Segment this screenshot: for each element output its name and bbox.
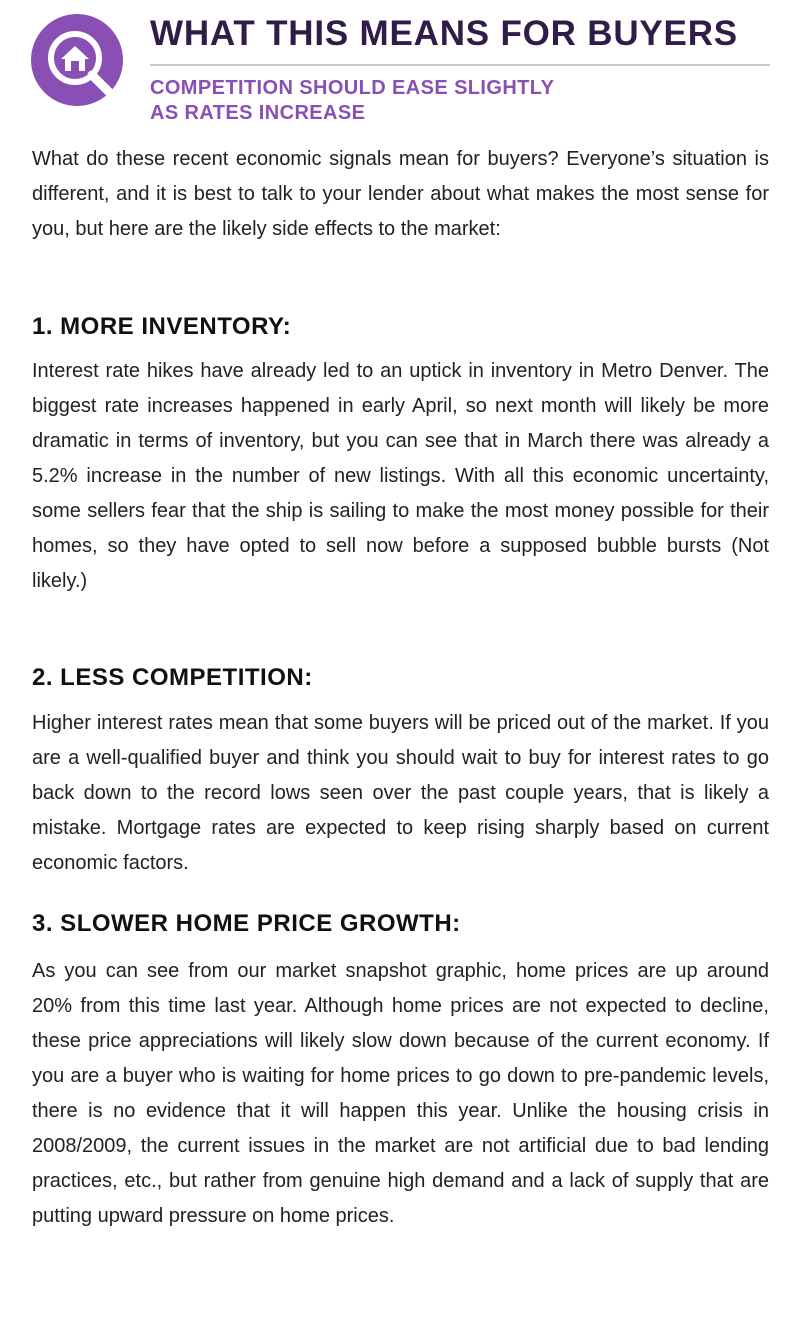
section-heading-price-growth: 3. SLOWER HOME PRICE GROWTH: [32,910,461,937]
subtitle-line-2: AS RATES INCREASE [150,102,366,124]
title-divider [150,64,770,66]
section-text-competition: Higher interest rates mean that some buyers will be priced out of the market. If you are a well-qualified buyer and think you should wait to buy for interest rates to go back down to the record lows seen over the past couple years, that is likely a mistake. Mortgage rates are expected to keep rising sharply based on current economic factors. [32,712,769,874]
page-subtitle [150,76,750,126]
section-heading-inventory: 1. MORE INVENTORY: [32,313,292,340]
page-title: WHAT THIS MEANS FOR BUYERS [150,14,738,53]
subtitle-line-1: COMPETITION SHOULD EASE SLIGHTLY [150,77,555,99]
house-search-icon [31,14,125,108]
intro-paragraph: What do these recent economic signals mean for buyers? Everyone’s situation is different, and it is best to talk to your lender about what makes the most sense for you, but here are the likely side effects to the market: [32,148,769,240]
section-text-price-growth: As you can see from our market snapshot graphic, home prices are up around 20% from this time last year. Although home prices are not expected to decline, these price appreciations will likely slow down because of the current economy. If you are a buyer who is waiting for home prices to go down to pre-pandemic levels, there is no evidence that it will happen this year. Unlike the housing crisis in 2008/2009, the current issues in the market are not artificial due to bad lending practices, etc., but rather from genuine high demand and a lack of supply that are putting upward pressure on home prices. [32,960,769,1227]
header [0,0,800,135]
section-heading-competition: 2. LESS COMPETITION: [32,664,313,691]
section-text-inventory: Interest rate hikes have already led to an uptick in inventory in Metro Denver. The biggest rate increases happened in early April, so next month will likely be more dramatic in terms of inventory, but you can see that in March there was already a 5.2% increase in the number of new listings. With all this economic uncertainty, some sellers fear that the ship is sailing to make the most money possible for their homes, so they have opted to sell now before a supposed bubble bursts (Not likely.) [32,360,769,592]
